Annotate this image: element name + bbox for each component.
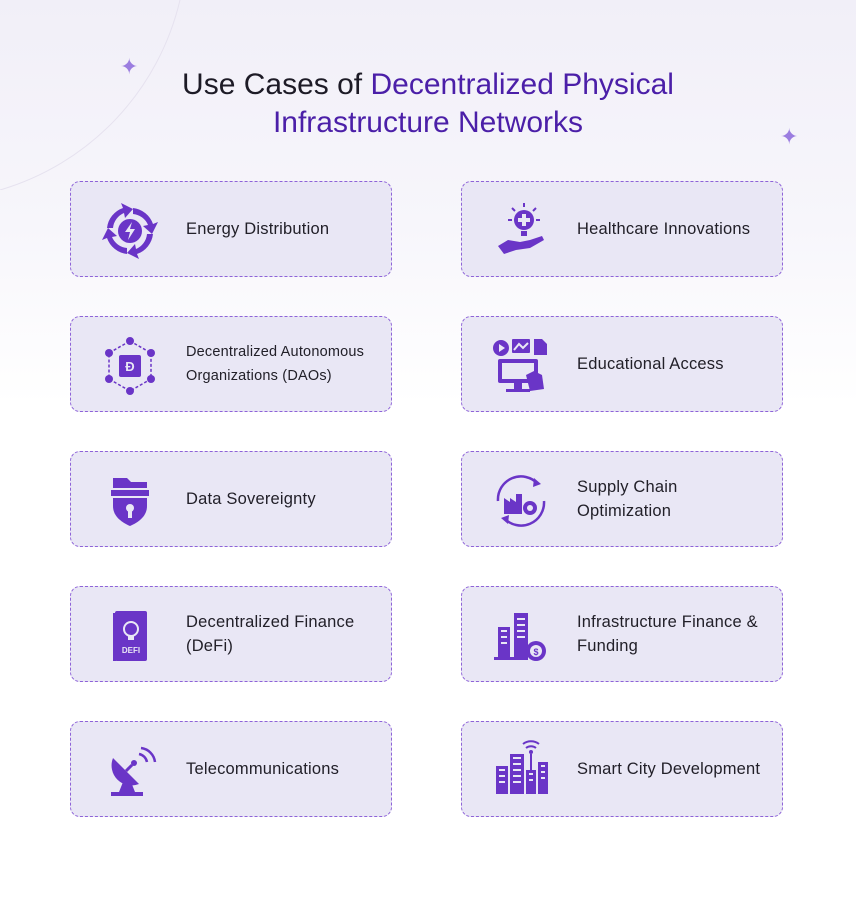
page-title — [0, 66, 856, 142]
card-label: Telecommunications — [186, 760, 340, 778]
supply-chain-icon — [490, 470, 552, 532]
svg-text:Đ: Đ — [125, 359, 135, 374]
healthcare-hand-icon — [490, 200, 552, 262]
card-label: Healthcare Innovations — [577, 220, 751, 238]
data-shield-icon — [99, 470, 161, 532]
card-label: Energy Distribution — [186, 220, 330, 238]
card-label: Educational Access — [577, 355, 724, 373]
card-label: Decentralized Autonomous Organizations (DAOs) — [186, 344, 365, 384]
card-energy-distribution — [70, 181, 392, 277]
title-prefix: Use Cases of — [182, 68, 371, 101]
card-label: Infrastructure Finance & Funding — [577, 613, 758, 655]
sparkle-icon: ✦ — [120, 54, 139, 79]
card-healthcare-innovations — [461, 181, 783, 277]
infrastructure-finance-icon — [490, 605, 552, 667]
title-highlight-2: Infrastructure Networks — [272, 106, 584, 139]
card-daos — [70, 316, 392, 412]
card-label: Smart City Development — [577, 760, 761, 778]
defi-book-icon — [99, 605, 161, 667]
title-highlight-1: Decentralized Physical — [370, 68, 674, 101]
card-smart-city — [461, 721, 783, 817]
card-data-sovereignty — [70, 451, 392, 547]
card-infrastructure-finance — [461, 586, 783, 682]
smart-city-icon — [490, 740, 552, 802]
e-learning-icon — [490, 335, 552, 397]
defi-icon-text: DEFI — [121, 646, 141, 655]
card-telecommunications — [70, 721, 392, 817]
card-label: Decentralized Finance (DeFi) — [186, 613, 355, 655]
satellite-dish-icon — [99, 740, 161, 802]
energy-cycle-icon — [99, 200, 161, 262]
dao-network-icon — [99, 335, 161, 397]
svg-text:$: $ — [533, 647, 539, 657]
card-supply-chain — [461, 451, 783, 547]
card-label: Supply Chain Optimization — [577, 478, 678, 520]
card-educational-access — [461, 316, 783, 412]
card-label: Data Sovereignty — [186, 490, 316, 508]
sparkle-icon: ✦ — [780, 124, 799, 149]
card-defi — [70, 586, 392, 682]
